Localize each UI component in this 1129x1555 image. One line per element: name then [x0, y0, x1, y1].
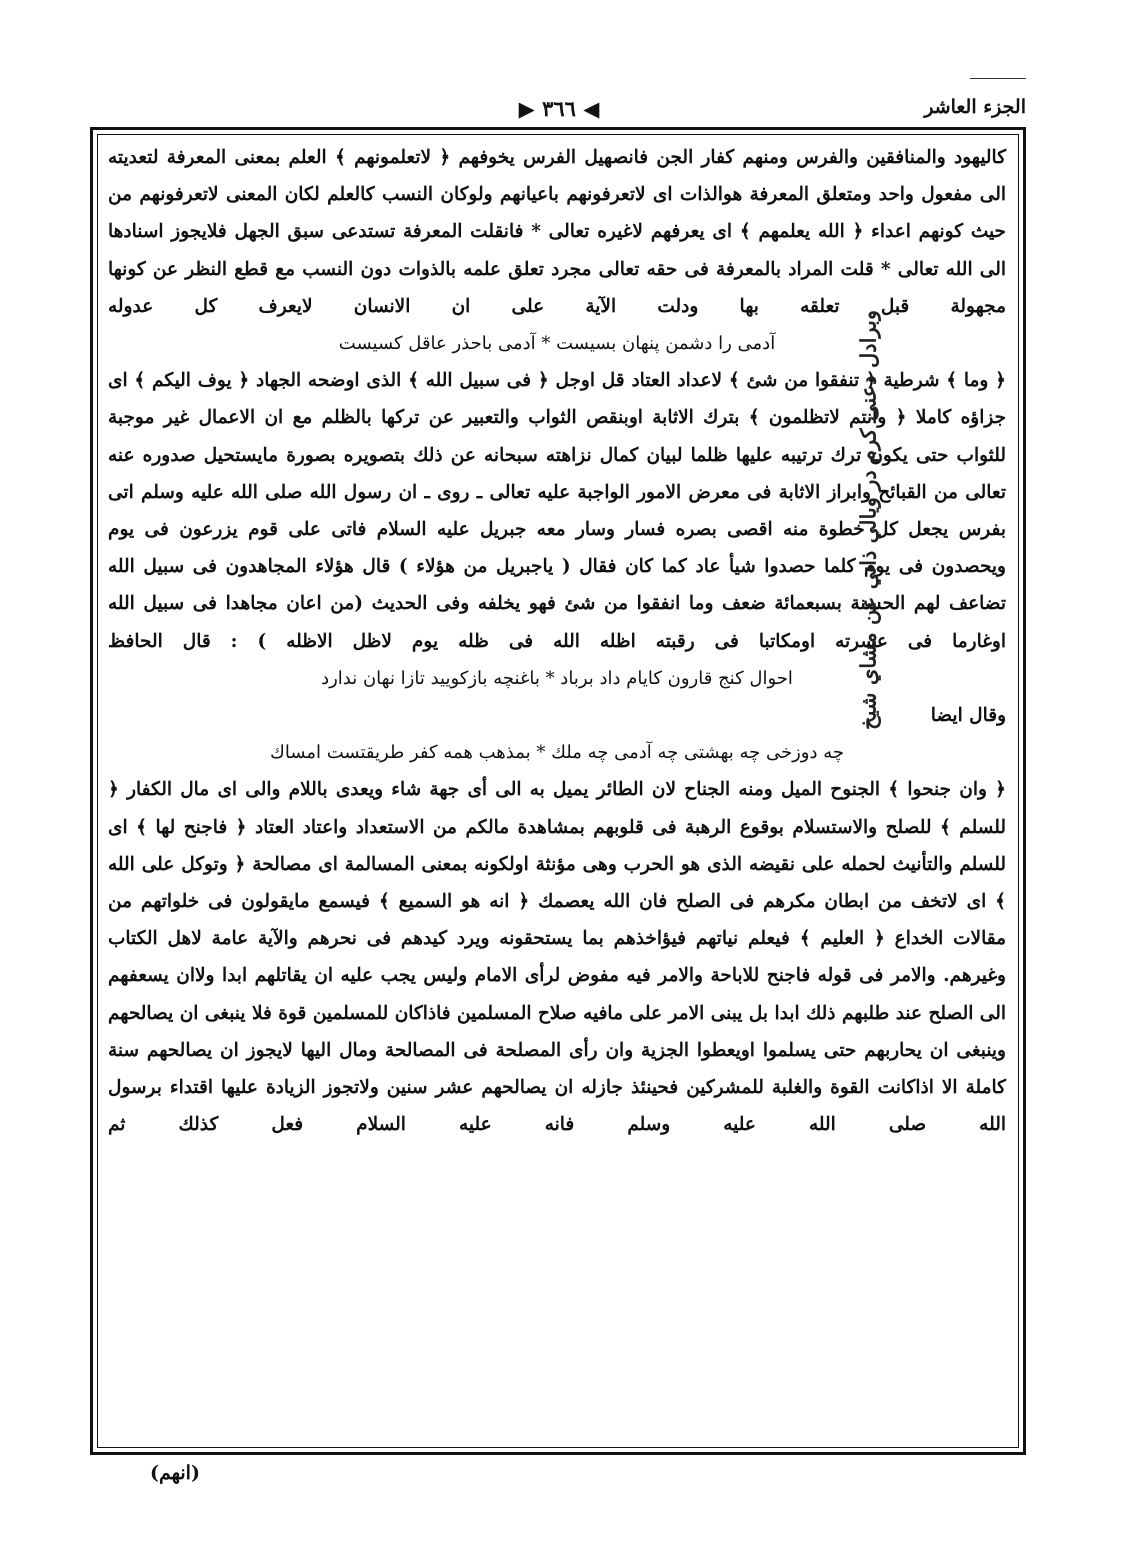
catchword: (انهم) — [150, 1462, 200, 1484]
header-rule — [970, 78, 1026, 79]
paragraph-1: كاليهود والمنافقين والفرس ومنهم كفار الجن فانصهيل الفرس يخوفهم ﴿ لاتعلمونهم ﴾ العلم بمعنى المعرفة لتعديته الى مفعول واحد ومتعلق المعرفة هوالذات اى لاتعرفونهم باعيانهم ولوكان النسب كالعلم لكان المعنى لاتعرفونهم من حيث كونهم اعداء ﴿ الله يعلمهم ﴾ اى يعرفهم لاغيره تعالى * فانقلت المعرفة تستدعى سبق الجهل فلايجوز اسنادها الى الله تعالى * قلت المراد بالمعرفة فى حقه تعالى مجرد تعلق علمه بالذوات دون النسب مع قطع النظر عن كونها مجهولة قبل تعلقه بها ودلت الآية على ان الانسان لايعرف كل عدوله — [108, 147, 1006, 317]
paragraph-3: وقال ايضا — [930, 705, 1006, 727]
paragraph-2: ﴿ وما ﴾ شرطية ﴿ تنفقوا من شئ ﴾ لاعداد العتاد قل اوجل ﴿ فى سبيل الله ﴾ الذى اوضحه الجهاد ﴿ يوف اليكم ﴾ اى جزاؤه كاملا ﴿ وانتم لاتظلمون ﴾ بترك الاثابة اوبنقص الثواب والتعبير عن تركها بالظلم مع ان الاعمال غير موجبة للثواب حتى يكون ترك ترتيبه عليها ظلما لبيان كمال نزاهته سبحانه عن ذلك بتصويره بصورة مايستحيل صدوره عنه تعالى من القبائح وابراز الاثابة فى معرض الامور الواجبة عليه تعالى ـ روى ـ ان رسول الله صلى الله عليه وسلم اتى بفرس يجعل كل خطوة منه اقصى بصره فسار وسار معه جبريل عليه السلام فاتى على قوم يزرعون فى يوم ويحصدون فى يوم كلما حصدوا شيأ عاد كما كان فقال ( ياجبريل من هؤلاء ) قال هؤلاء المجاهدون فى سبيل الله تضاعف لهم الحسنة بسبعمائة ضعف وما انفقوا من شئ فهو يخلفه وفى الحديث (من اعان مجاهدا فى سبيل الله اوغارما فى عسرته اومكاتبا فى رقبته اظله الله فى ظله يوم لاظل الاظله ) : قال الحافظ — [108, 370, 1006, 652]
persian-verse-2: احوال كنج قارون كايام داد برباد * باغنچه بازكوييد تازا نهان ندارد — [321, 667, 793, 689]
persian-verse-3: چه دوزخى چه بهشتى چه آدمى چه ملك * بمذهب همه كفر طريقتست امساك — [270, 742, 844, 764]
handwritten-note: وبرادل دعنى كرم در ويالي ذاني عن مشاي شيخ — [855, 310, 881, 730]
persian-verse-1: آدمى را دشمن پنهان بسيست * آدمى باحذر عاقل كسيست — [338, 333, 776, 355]
paragraph-4: ﴿ وان جنحوا ﴾ الجنوح الميل ومنه الجناح لان الطائر يميل به الى أى جهة شاء ويعدى باللام والى اى مال الكفار ﴿ للسلم ﴾ للصلح والاستسلام بوقوع الرهبة فى قلوبهم بمشاهدة مالكم من الاستعداد واعتاد العتاد ﴿ فاجنح لها ﴾ اى للسلم والتأنيث لحمله على نقيضه الذى هو الحرب وهى مؤنثة اولكونه بمعنى المسالمة اى مصالحة ﴿ وتوكل على الله ﴾ اى لاتخف من ابطان مكرهم فى الصلح فان الله يعصمك ﴿ انه هو السميع ﴾ فيسمع مايقولون فى خلواتهم من مقالات الخداع ﴿ العليم ﴾ فيعلم نياتهم فيؤاخذهم بما يستحقونه ويرد كيدهم فى نحرهم والآية عامة لاهل الكتاب وغيرهم. والامر فى قوله فاجنح للاباحة والامر فيه مفوض لرأى الامام وليس يجب عليه ان يقاتلهم ابدا ولاان يسعفهم الى الصلح عند طلبهم ذلك ابدا بل يبنى الامر على مافيه صلاح المسلمين فاذاكان للمسلمين قوة فلا ينبغى ان يصالحهم وينبغى ان يحاربهم حتى يسلموا اويعطوا الجزية وان رأى المصلحة فى المصالحة ومال اليها لايجوز ان يصالحهم سنة كاملة الا اذاكانت القوة والغلبة للمشركين فحينئذ جازله ان يصالحهم عشر سنين ولاتجوز الزيادة عليها اقتداء برسول الله صلى الله عليه وسلم فانه عليه السلام فعل كذلك ثم — [108, 779, 1006, 1136]
page-header — [92, 96, 1026, 130]
margin-annotation — [848, 180, 888, 860]
page-number: ◀ ٣٦٦ ▶ — [518, 96, 600, 121]
part-label: الجزء العاشر — [924, 96, 1026, 118]
